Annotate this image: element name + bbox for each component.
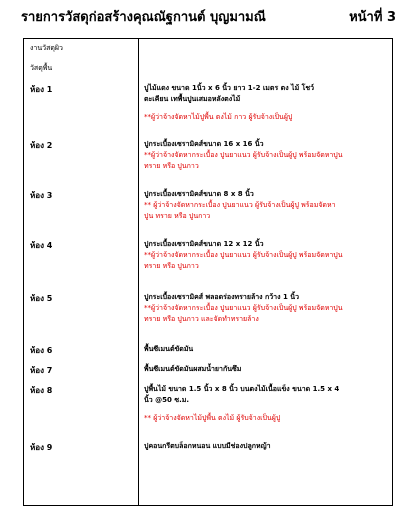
contract-note: ทราย หรือ ปูนกาว [144,262,199,270]
item-description [144,344,386,355]
materials-table [23,38,393,506]
spacer [144,105,386,112]
material-spec: พื้นซีเมนต์ขัดมันผสมน้ำยากันซึม [144,365,242,373]
contract-note: ทราย หรือ ปูนกาว และจัดทำทรายล้าง [144,315,259,323]
section-subheading: วัสดุพื้น [30,64,53,72]
section-heading: งานวัสดุผิว [30,44,63,52]
material-spec: ปูพื้นไม้ ขนาด 1.5 นิ้ว x 8 นิ้ว บนตงไม้เนื้อแข็ง ขนาด 1.5 x 4 [144,385,340,393]
room-number: ห้อง 4 [30,241,53,250]
contract-note: **ผู้ว่าจ้างจัดหาไม้ปูพื้น ตงไม้ กาว ผู้รับจ้างเป็นผู้ปู [144,113,293,121]
item-description [144,189,386,222]
contract-note: **ผู้ว่าจ้างจัดหากระเบื้อง ปูนยาแนว ผู้รับจ้างเป็นผู้ปู พร้อมจัดหาปูน [144,304,343,312]
item-description [144,384,386,424]
material-spec: ตะเคียน เทพื้นปูนเสมอหลังตงไม้ [144,95,241,103]
material-spec: นิ้ว @50 ซ.ม. [144,396,190,404]
page-number: หน้าที่ 3 [349,10,396,25]
contract-note: **ผู้ว่าจ้างจัดหากระเบื้อง ปูนยาแนว ผู้รับจ้างเป็นผู้ปู พร้อมจัดหาปูน [144,251,343,259]
material-spec: ปูกระเบื้องเซรามิคส์ขนาด 12 x 12 นิ้ว [144,240,264,248]
room-number: ห้อง 2 [30,141,53,150]
material-spec: ปูไม้แดง ขนาด 1นิ้ว x 6 นิ้ว ยาว 1-2 เมตร ตง ไม้ โชว์ [144,84,315,92]
contract-note: ทราย หรือ ปูนกาว [144,162,199,170]
spacer [144,406,386,413]
contract-note: **ผู้ว่าจ้างจัดหากระเบื้อง ปูนยาแนว ผู้รับจ้างเป็นผู้ปู พร้อมจัดหาปูน [144,151,343,159]
material-spec: ปูกระเบื้องเซรามิคส์ขนาด 8 x 8 นิ้ว [144,190,254,198]
room-number: ห้อง 8 [30,386,53,395]
room-number: ห้อง 5 [30,294,53,303]
column-divider [138,39,139,505]
item-description [144,83,386,123]
document-title: รายการวัสดุก่อสร้างคุณณัฐกานต์ บุญมามณี [21,10,266,25]
material-spec: พื้นซีเมนต์ขัดมัน [144,345,194,353]
contract-note: ปูน ทราย หรือ ปูนกาว [144,212,211,220]
room-number: ห้อง 9 [30,443,53,452]
item-description [144,364,386,375]
room-number: ห้อง 1 [30,85,53,94]
item-description [144,139,386,172]
contract-note: ** ผู้ว่าจ้างจัดหากระเบื้อง ปูนยาแนว ผู้รับจ้างเป็นผู้ปู พร้อมจัดหา [144,201,336,209]
item-description [144,292,386,325]
room-number: ห้อง 6 [30,346,53,355]
document-header [21,6,396,30]
material-spec: ปูกระเบื้องเซรามิคส์ พลอดร่องทรายล้าง กว้าง 1 นิ้ว [144,293,299,301]
item-description [144,441,386,452]
material-spec: ปูกระเบื้องเซรามิคส์ขนาด 16 x 16 นิ้ว [144,140,264,148]
material-spec: ปูคอนกรีตบล็อกหนอน แบบมีช่องปลูกหญ้า [144,442,271,450]
item-description [144,239,386,272]
room-number: ห้อง 7 [30,366,53,375]
room-number: ห้อง 3 [30,191,53,200]
contract-note: ** ผู้ว่าจ้างจัดหาไม้ปูพื้น ตงไม้ ผู้รับจ้างเป็นผู้ปู [144,414,281,422]
